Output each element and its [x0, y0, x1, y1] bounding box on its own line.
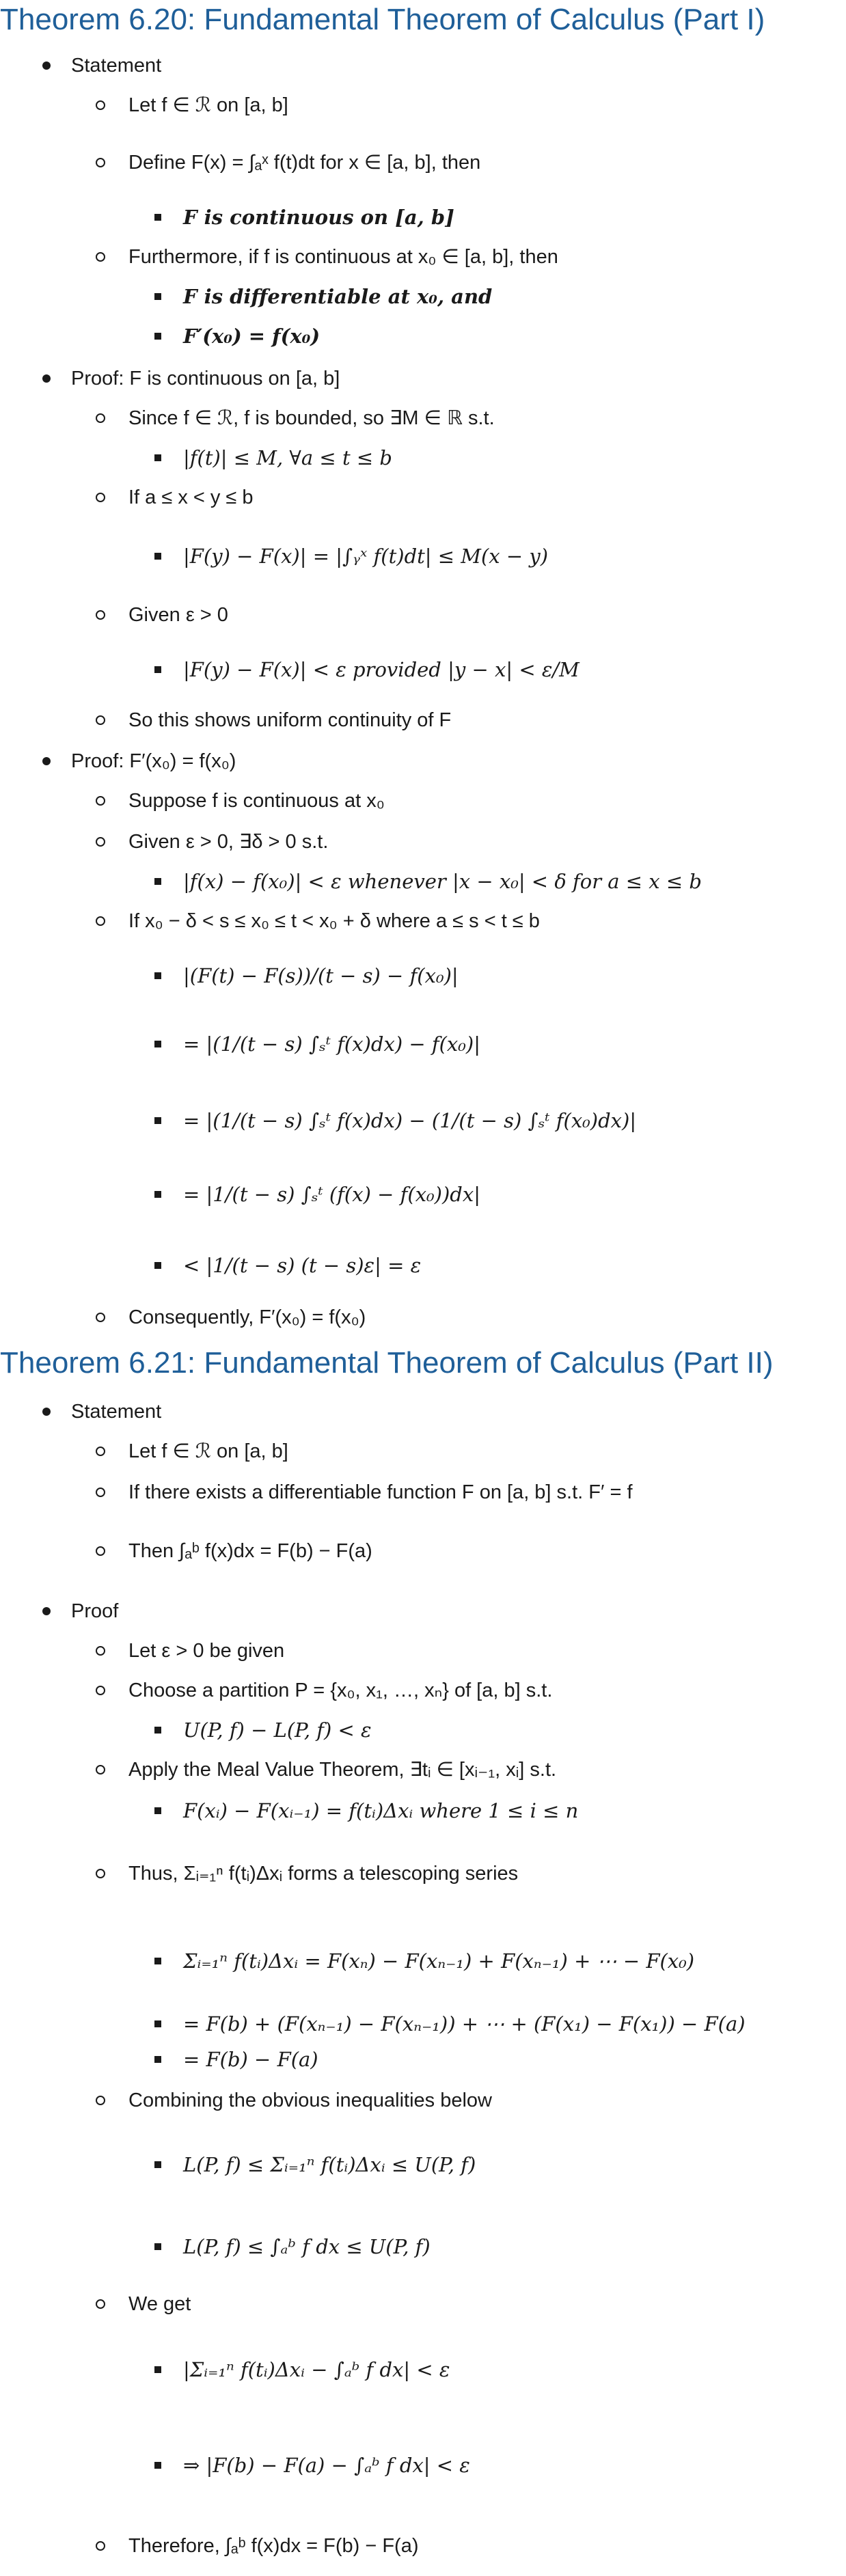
bullet-icon — [96, 610, 105, 620]
bullet-icon — [96, 100, 105, 110]
bullet-icon — [154, 454, 161, 461]
bullet-icon — [154, 1117, 161, 1124]
bullet-icon — [96, 796, 105, 806]
bullet-icon — [96, 493, 105, 502]
document-page: Theorem 6.20: Fundamental Theorem of Calculus (Part I) Statement Let f ∈ ℛ on [a, b] Define F(x) = ∫ₐˣ f(t)dt for x ∈ [a, b], then F is continuous on [a, b] Furthermore, if f is continuous at x₀ ∈ [a, b], then F is differentiable at x₀, and F′(x₀) = f(x₀) Proof: F is continuous on [a, b] Since f ∈ ℛ, f is bounded, so ∃M ∈ ℝ s.t. |f(t)| ≤ M, ∀a ≤ t ≤ b If a ≤ x < y ≤ b |F(y) − F(x)| = |∫ᵧˣ f(t)dt| ≤ M(x − y) Given ε > 0 |F(y) − F(x)| < ε provided |y − x| < ε/M So this shows uniform continuity of F Proof: F′(x₀) = f(x₀) Suppose f is continuous at x₀ Given ε > 0, ∃δ > 0 s.t. |f(x) − f(x₀)| < ε whenever |x − x₀| < δ for a ≤ x ≤ b If x₀ − δ < s ≤ x₀ ≤ t < x₀ + δ where a ≤ s < t ≤ b |(F(t) − F(s))/(t − s) − f(x₀)| = |(1/(t − s) ∫ₛᵗ f(x)dx) − f(x₀)| = |(1/(t − s) ∫ₛᵗ f(x)dx) − (1/(t − s) ∫ₛᵗ f(x₀)dx)| = |1/(t − s) ∫ₛᵗ (f(x) − f(x₀))dx| < |1/(t − s) (t − s)ε| = ε Consequently, F′(x₀) = f(x₀) Theorem 6.21: Fundamental Theorem of Calculus (Part II) Statement Let f ∈ ℛ on [a, b] If there exists a differentiable function F on [a, b] s.t. F′ = f Then ∫ₐᵇ f(x)dx = F(b) − F(a) Proof Let ε > 0 be given Choose a partition P = {x₀, x₁, …, xₙ} of [a, b] s.t. U(P, f) − L(P, f) < ε Apply the Meal Value Theorem, ∃tᵢ ∈ [xᵢ₋₁, xᵢ] s.t. F(xᵢ) − F(xᵢ₋₁) = f(tᵢ)Δxᵢ where 1 ≤ i ≤ n Thus, Σᵢ₌₁ⁿ f(tᵢ)Δxᵢ forms a telescoping series Σᵢ₌₁ⁿ f(tᵢ)Δxᵢ = F(xₙ) − F(xₙ₋₁) + F(xₙ₋₁) + ⋯ − F(x₀) = F(b) + (F(xₙ₋₁) − F(xₙ₋₁)) + ⋯ + (F(x₁) − F(x₁)) − F(a) = F(b) − F(a) Combining the obvious inequalities below L(P, f) ≤ Σᵢ₌₁ⁿ f(tᵢ)Δxᵢ ≤ U(P, f) L(P, f) ≤ ∫ₐᵇ f dx ≤ U(P, f) We get |Σᵢ₌₁ⁿ f(tᵢ)Δxᵢ − ∫ₐᵇ f dx| < ε ⇒ |F(b) − F(a) − ∫ₐᵇ f dx| < ε Therefore, ∫ₐᵇ f(x)dx = F(b) − F(a) — [0, 3, 774, 2557]
bullet-icon — [154, 878, 161, 885]
bullet-icon — [154, 2366, 161, 2373]
bullet-icon — [42, 1408, 51, 1416]
bullet-icon — [96, 1546, 105, 1556]
bullet-icon — [96, 2299, 105, 2309]
bullet-icon — [154, 2056, 161, 2063]
bullet-icon — [154, 1191, 161, 1198]
bullet-icon — [96, 837, 105, 847]
bullet-icon — [42, 374, 51, 383]
bullet-icon — [154, 293, 161, 300]
bullet-icon — [154, 2161, 161, 2168]
bullet-icon — [42, 61, 51, 70]
bullet-icon — [154, 972, 161, 979]
bullet-icon — [96, 1447, 105, 1456]
bullet-icon — [154, 333, 161, 340]
bullet-icon — [96, 2541, 105, 2551]
bullet-icon — [96, 158, 105, 167]
bullet-icon — [96, 1313, 105, 1322]
bullet-icon — [154, 2020, 161, 2027]
bullet-icon — [154, 666, 161, 673]
bullet-icon — [154, 2462, 161, 2469]
bullet-icon — [154, 1727, 161, 1734]
bullet-icon — [96, 2096, 105, 2105]
bullet-icon — [96, 252, 105, 262]
bullet-icon — [42, 1607, 51, 1615]
bullet-icon — [154, 2243, 161, 2250]
bullet-icon — [96, 1488, 105, 1497]
bullet-icon — [96, 413, 105, 423]
bullet-icon — [42, 757, 51, 765]
bullet-icon — [96, 1646, 105, 1656]
bullet-icon — [96, 916, 105, 926]
bullet-icon — [96, 715, 105, 725]
bullet-icon — [154, 1262, 161, 1269]
bullet-icon — [154, 1041, 161, 1047]
bullet-icon — [96, 1869, 105, 1878]
theorem-6-20-heading: Theorem 6.20: Fundamental Theorem of Calculus (Part I) — [0, 3, 765, 36]
bullet-icon — [96, 1686, 105, 1695]
bullet-icon — [154, 1807, 161, 1814]
bullet-icon — [154, 553, 161, 560]
bullet-icon — [154, 1958, 161, 1964]
bullet-icon — [96, 1765, 105, 1775]
bullet-icon — [154, 214, 161, 221]
theorem-6-21-heading: Theorem 6.21: Fundamental Theorem of Calculus (Part II) — [0, 1346, 774, 1380]
